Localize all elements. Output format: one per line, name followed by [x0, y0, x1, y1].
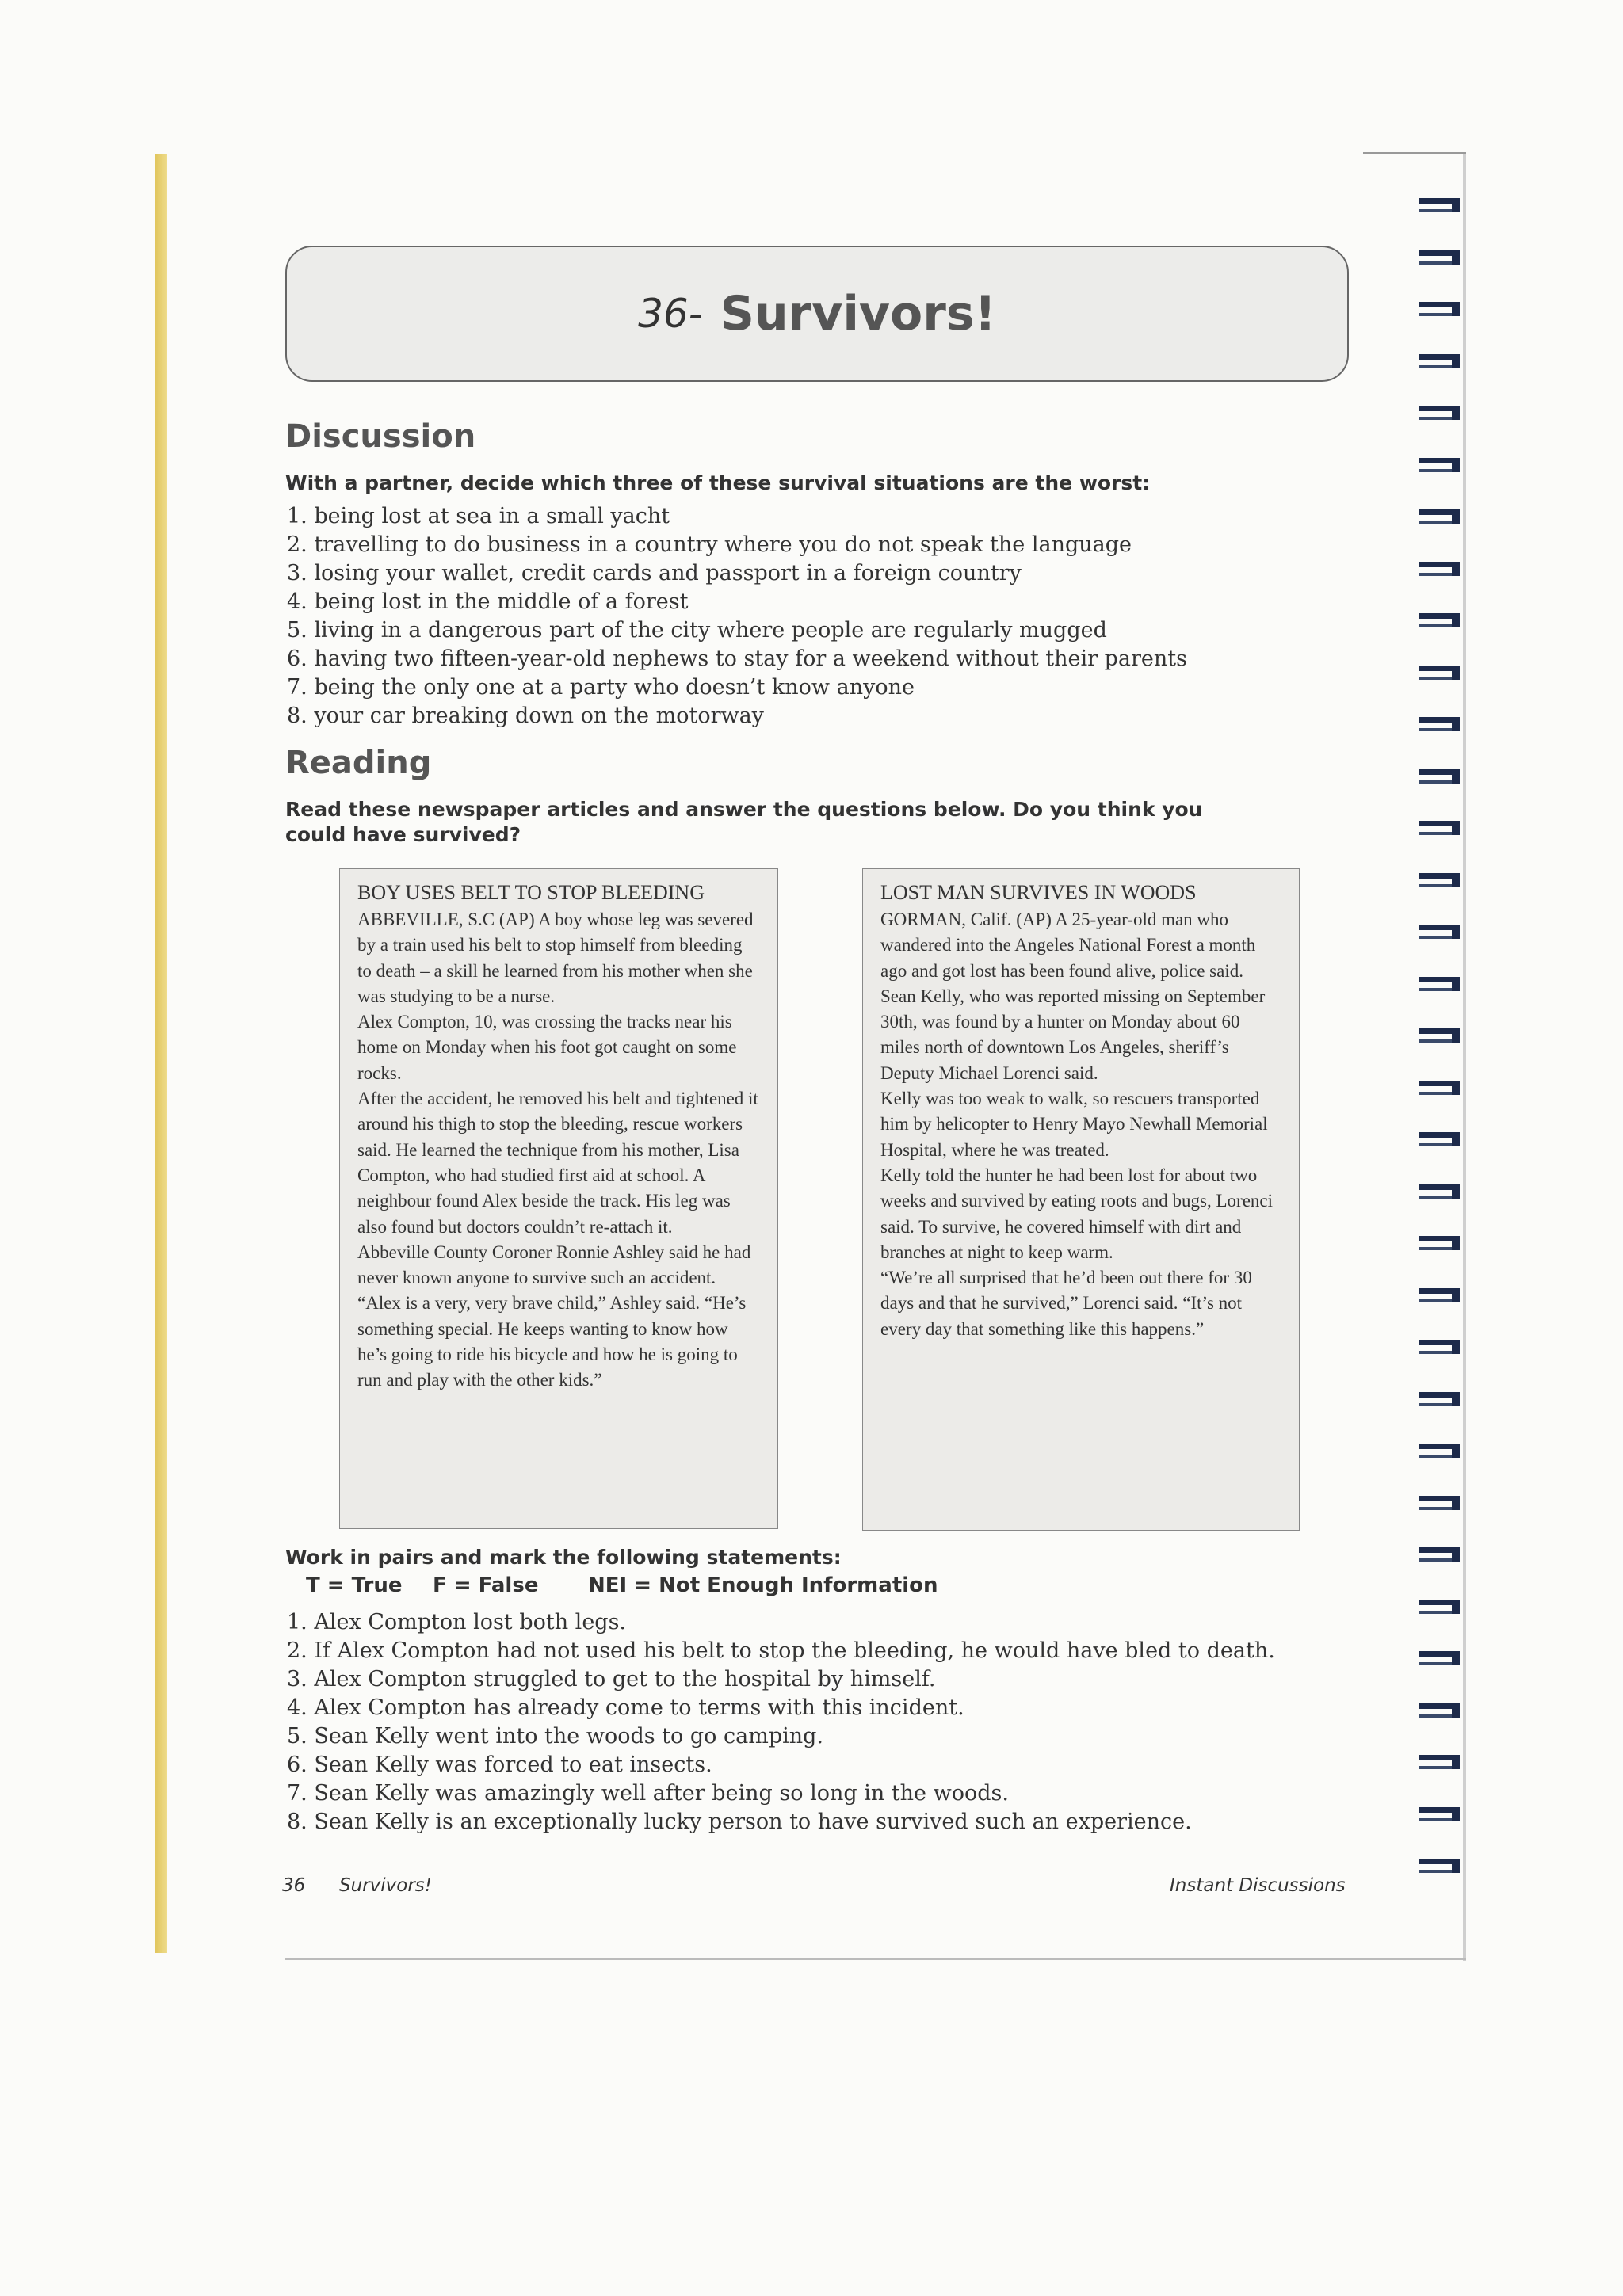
article-paragraph: After the accident, he removed his belt and tightened it around his thigh to stop the bleeding, rescue workers said. He learned the technique from his mother, Lisa Compton, who had studied first aid at school. A neighbour found Alex beside the track. His leg was also found but doctors couldn’t re-attach it.: [357, 1089, 758, 1237]
binding-coil: [1419, 1236, 1460, 1250]
article-paragraph: Alex Compton, 10, was crossing the tracks near his home on Monday when his foot got caught on some rocks.: [357, 1012, 737, 1083]
unit-number: 36-: [638, 291, 703, 337]
list-item: 1. Alex Compton lost both legs.: [287, 1610, 627, 1634]
reading-heading: Reading: [285, 745, 432, 781]
binding-coil: [1419, 977, 1460, 991]
binding-coil: [1419, 1496, 1460, 1510]
binding-coil: [1419, 1444, 1460, 1458]
list-item: 5. living in a dangerous part of the city where people are regularly mugged: [287, 618, 1107, 643]
list-item: 6. Sean Kelly was forced to eat insects.: [287, 1753, 712, 1777]
page-edge-bottom: [285, 1958, 1466, 1960]
list-item: 3. losing your wallet, credit cards and passport in a foreign country: [287, 561, 1022, 585]
spiral-binding: [1419, 198, 1463, 1909]
binding-coil: [1419, 925, 1460, 939]
legend-nei: NEI = Not Enough Information: [588, 1573, 938, 1597]
binding-coil: [1419, 1807, 1460, 1821]
binding-coil: [1419, 717, 1460, 731]
list-item: 4. Alex Compton has already come to terms with this incident.: [287, 1695, 964, 1720]
title-banner: [285, 246, 1349, 382]
binding-coil: [1419, 1600, 1460, 1614]
footer-page-number: 36: [282, 1875, 306, 1896]
list-item: 1. being lost at sea in a small yacht: [287, 504, 670, 528]
true-false-list: [287, 1608, 1275, 1836]
list-item: 8. your car breaking down on the motorway: [287, 704, 764, 728]
article-paragraph: Kelly was too weak to walk, so rescuers transported him by helicopter to Henry Mayo Newhall Memorial Hospital, where he was treated.: [880, 1089, 1268, 1160]
footer-book-title: Instant Discussions: [1170, 1875, 1346, 1896]
article-boy-belt: [339, 868, 778, 1529]
binding-coil: [1419, 613, 1460, 627]
discussion-list: [287, 502, 1187, 730]
binding-coil: [1419, 458, 1460, 472]
binding-coil: [1419, 1340, 1460, 1354]
binding-coil: [1419, 1132, 1460, 1146]
list-item: 7. Sean Kelly was amazingly well after being so long in the woods.: [287, 1781, 1009, 1806]
binding-coil: [1419, 1184, 1460, 1199]
binding-coil: [1419, 873, 1460, 887]
footer-section: Survivors!: [339, 1875, 432, 1896]
binding-coil: [1419, 1859, 1460, 1873]
discussion-instruction: With a partner, decide which three of these survival situations are the worst:: [285, 471, 1151, 494]
binding-coil: [1419, 1703, 1460, 1718]
list-item: 4. being lost in the middle of a forest: [287, 589, 689, 614]
article-paragraph: Abbeville County Coroner Ronnie Ashley said he had never known anyone to survive such an accident. “Alex is a very, very brave child,” Ashley said. “He’s something special. He keeps wanting to know how he’s going to ride his bicycle and how he is going to run and play with the other kids.”: [357, 1241, 751, 1390]
reading-instruction: Read these newspaper articles and answer the questions below. Do you think you could have survived?: [285, 798, 1203, 846]
binding-coil: [1419, 821, 1460, 835]
legend-false: F = False: [433, 1573, 539, 1597]
binding-coil: [1419, 1755, 1460, 1769]
legend-true: T = True: [306, 1573, 403, 1597]
list-item: 3. Alex Compton struggled to get to the hospital by himself.: [287, 1667, 936, 1691]
binding-coil: [1419, 302, 1460, 316]
article-paragraph: ABBEVILLE, S.C (AP) A boy whose leg was severed by a train used his belt to stop himself from bleeding to death – a skill he learned from his mother when she was studying to be a nurse.: [357, 910, 754, 1006]
binding-coil: [1419, 562, 1460, 576]
page-edge-yellow: [155, 154, 167, 1953]
binding-coil: [1419, 666, 1460, 680]
binding-coil: [1419, 1028, 1460, 1043]
binding-coil: [1419, 769, 1460, 784]
binding-coil: [1419, 354, 1460, 368]
article-headline: LOST MAN SURVIVES IN WOODS: [880, 881, 1197, 904]
list-item: 8. Sean Kelly is an exceptionally lucky person to have survived such an experience.: [287, 1810, 1192, 1834]
binding-coil: [1419, 1547, 1460, 1562]
binding-coil: [1419, 406, 1460, 420]
binding-coil: [1419, 1392, 1460, 1406]
list-item: 2. If Alex Compton had not used his belt to stop the bleeding, he would have bled to death.: [287, 1638, 1275, 1663]
article-paragraph: GORMAN, Calif. (AP) A 25-year-old man who wandered into the Angeles National Forest a month ago and got lost has been found alive, police said.: [880, 910, 1256, 981]
binding-coil: [1419, 1651, 1460, 1665]
page-edge-right: [1463, 154, 1466, 1961]
list-item: 6. having two fifteen-year-old nephews to stay for a weekend without their parents: [287, 646, 1187, 671]
discussion-heading: Discussion: [285, 418, 476, 455]
page-edge-top: [1363, 152, 1466, 154]
true-false-legend: [306, 1573, 938, 1597]
binding-coil: [1419, 198, 1460, 212]
binding-coil: [1419, 509, 1460, 524]
list-item: 5. Sean Kelly went into the woods to go camping.: [287, 1724, 823, 1749]
binding-coil: [1419, 250, 1460, 265]
binding-coil: [1419, 1081, 1460, 1095]
list-item: 7. being the only one at a party who doesn’t know anyone: [287, 675, 915, 700]
article-paragraph: “We’re all surprised that he’d been out there for 30 days and that he survived,” Lorenci said. “It’s not every day that something like this happens.”: [880, 1268, 1252, 1339]
list-item: 2. travelling to do business in a country where you do not speak the language: [287, 532, 1132, 557]
article-lost-man: [862, 868, 1300, 1531]
article-paragraph: Sean Kelly, who was reported missing on September 30th, was found by a hunter on Monday about 60 miles north of downtown Los Angeles, sheriff’s Deputy Michael Lorenci said.: [880, 986, 1266, 1083]
article-headline: BOY USES BELT TO STOP BLEEDING: [357, 881, 705, 904]
article-paragraph: Kelly told the hunter he had been lost for about two weeks and survived by eating roots and bugs, Lorenci said. To survive, he covered himself with dirt and branches at night to keep warm.: [880, 1165, 1274, 1262]
page-title: Survivors!: [720, 286, 996, 341]
true-false-instruction: Work in pairs and mark the following statements:: [285, 1546, 842, 1569]
binding-coil: [1419, 1288, 1460, 1302]
